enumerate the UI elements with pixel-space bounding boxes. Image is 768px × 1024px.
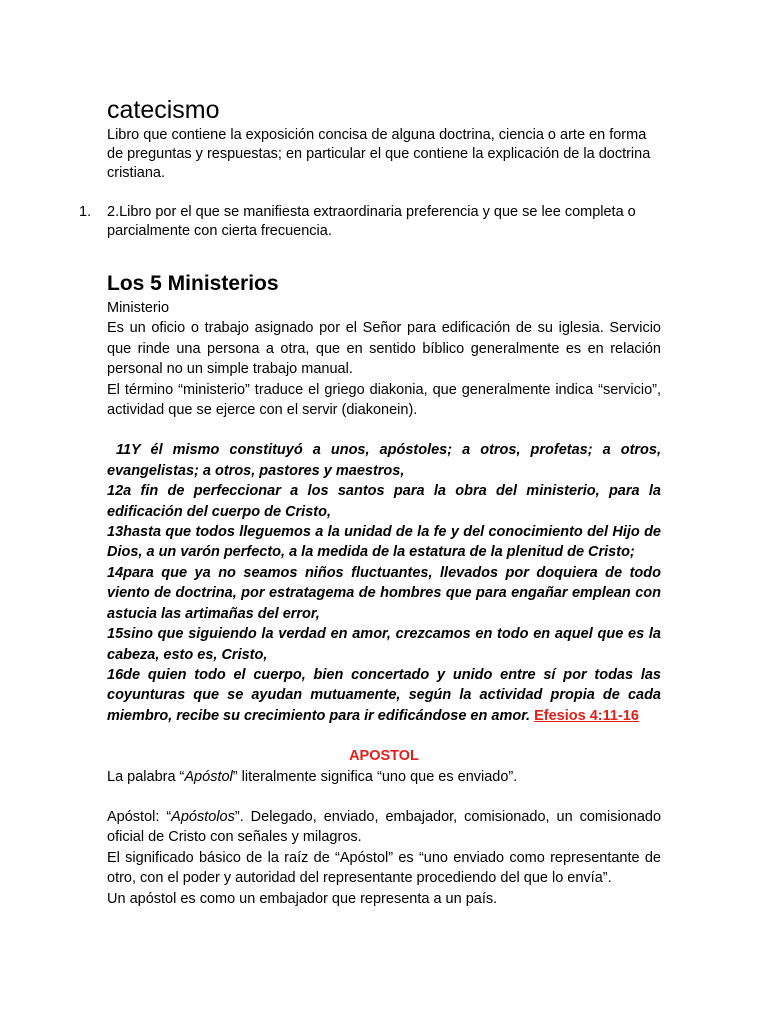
catecismo-definition: Libro que contiene la exposición concisa de alguna doctrina, ciencia o arte en forma de preguntas y respuestas; en particular el que contiene la explicación de la doctrina cristiana. bbox=[107, 127, 651, 181]
list-number: 1. bbox=[79, 204, 92, 220]
verse-16-block bbox=[107, 665, 661, 726]
apostol-line-1 bbox=[107, 767, 661, 787]
verse-16: 16de quien todo el cuerpo, bien concertado y unido entre sí por todas las coyunturas que se ayudan mutuamente, según la actividad propia de cada miembro, recibe su crecimiento para ir edificándose en amor. bbox=[107, 666, 661, 724]
apostol-line-1-italic: Apóstol bbox=[184, 768, 233, 785]
apostol-line-2-post: ”. Delegado, enviado, embajador, comisionado, un comisionado oficial de Cristo con señales y milagros. bbox=[107, 808, 662, 846]
bible-verses bbox=[107, 440, 661, 726]
apostol-line-3: El significado básico de la raíz de “Apóstol” es “uno enviado como representante de otro, con el poder y autoridad del representante procediendo del que lo envía”. bbox=[107, 849, 661, 887]
apostol-heading: APOSTOL bbox=[349, 748, 419, 765]
verse-14: 14para que ya no seamos niños fluctuantes, llevados por doquiera de todo viento de doctrina, por estratagema de hombres que para engañar emplean con astucia las artimañas del error, bbox=[107, 564, 661, 622]
spacer bbox=[107, 787, 661, 807]
verse-15: 15sino que siguiendo la verdad en amor, crezcamos en todo en aquel que es la cabeza, esto es, Cristo, bbox=[107, 626, 661, 663]
verse-13: 13hasta que todos lleguemos a la unidad de la fe y del conocimiento del Hijo de Dios, a un varón perfecto, a la medida de la estatura de la plenitud de Cristo; bbox=[107, 524, 661, 561]
catecismo-title: catecismo bbox=[107, 96, 220, 124]
apostol-line-4: Un apóstol es como un embajador que representa a un país. bbox=[107, 890, 498, 907]
apostol-line-1-pre: La palabra “ bbox=[107, 768, 185, 785]
numbered-list bbox=[79, 203, 661, 241]
scripture-reference-link[interactable]: Efesios 4:11-16 bbox=[534, 707, 639, 724]
ministerio-subheading: Ministerio bbox=[107, 300, 170, 316]
ministerio-paragraph-2: El término “ministerio” traduce el griego diakonia, que generalmente indica “servicio”, actividad que se ejerce con el servir (diakonein). bbox=[107, 381, 661, 419]
verse-11: 11Y él mismo constituyó a unos, apóstoles; a otros, profetas; a otros, evangelistas; a otros, pastores y maestros, bbox=[107, 442, 661, 479]
apostol-line-2-italic: Apóstolos bbox=[171, 808, 235, 825]
apostol-line-1-post: ” literalmente significa “uno que es enviado”. bbox=[232, 768, 518, 785]
list-item-text: 2.Libro por el que se manifiesta extraordinaria preferencia y que se lee completa o parcialmente con cierta frecuencia. bbox=[107, 204, 636, 239]
ministerios-heading: Los 5 Ministerios bbox=[107, 272, 279, 295]
ministerio-paragraph-1: Es un oficio o trabajo asignado por el Señor para edificación de su iglesia. Servicio que rinde una persona a otra, que en sentido bíblico generalmente es en relación personal no un simple trabajo manual. bbox=[107, 320, 661, 378]
document-page bbox=[79, 94, 662, 909]
verse-12: 12a fin de perfeccionar a los santos para la obra del ministerio, para la edificación del cuerpo de Cristo, bbox=[107, 483, 661, 520]
apostol-line-2-pre: Apóstol: “ bbox=[107, 808, 172, 825]
apostol-line-2 bbox=[107, 807, 661, 848]
